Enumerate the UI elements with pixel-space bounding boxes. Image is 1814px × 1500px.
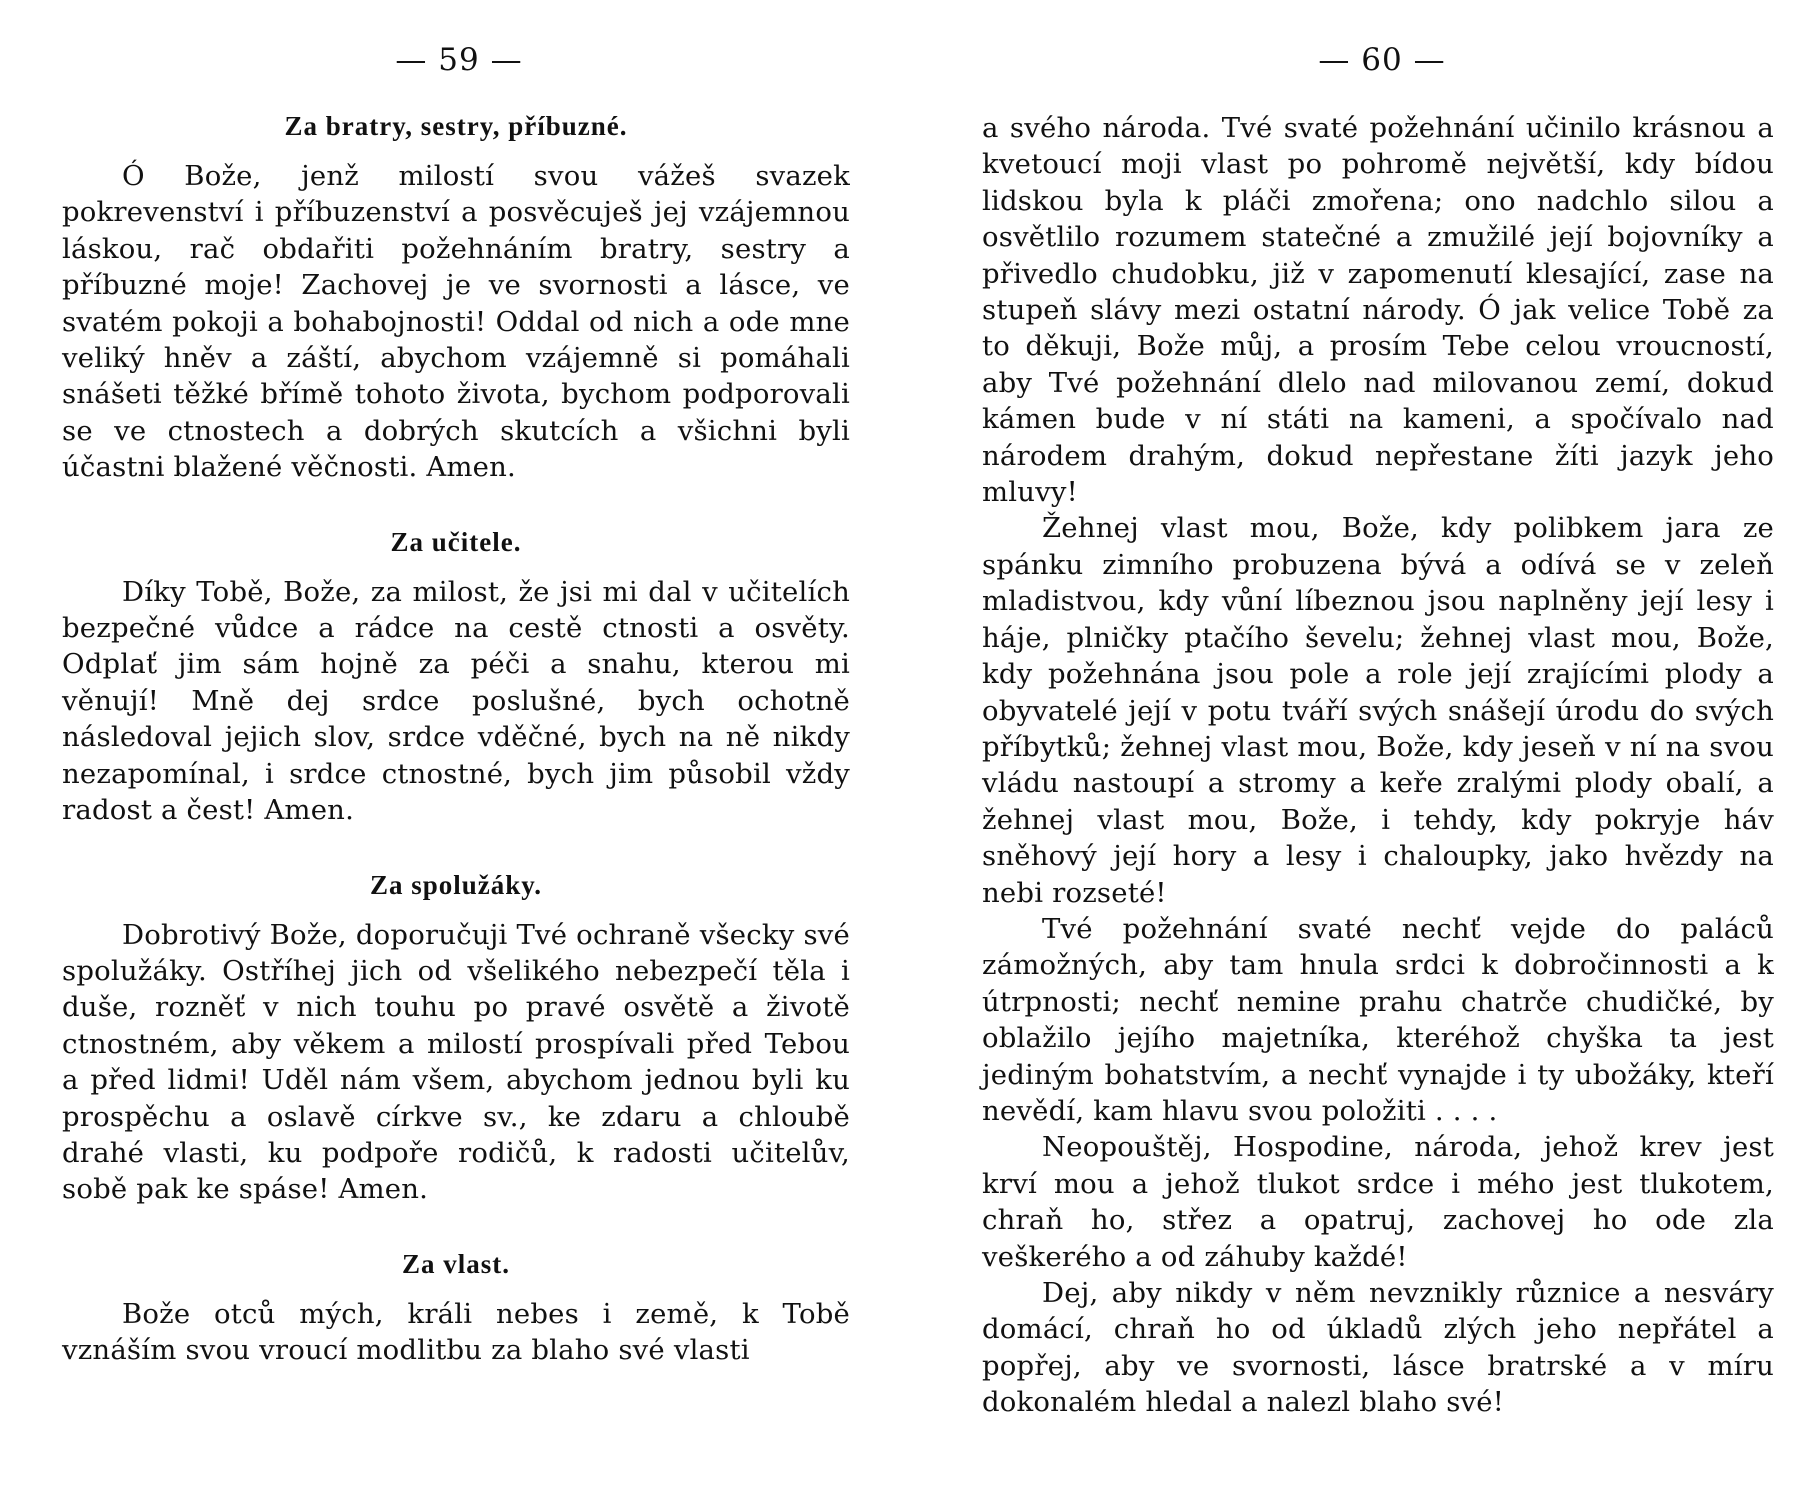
heading-za-spoluzaky: Za spolužáky. <box>369 869 543 900</box>
prayer-za-bratry: Ó Bože, jenž milostí svou vážeš svazek pokrevenství i příbuzenství a posvěcuješ jej vzájemnou láskou, rač obdařiti požehnáním bratry, sestry a příbuzné moje! Zachovej je ve svornosti a lásce, ve svatém pokoji a bohabojnosti! Oddal od nich a ode mne veliký hněv a záští, abychom vzájemně si pomáhali snášeti těžké břímě tohoto života, bychom podporovali se ve ctnostech a dobrých skutcích a všichni byli účastni blažené věčnosti. Amen. <box>62 160 850 484</box>
paragraph-tve-pozehnani: Tvé požehnání svaté nechť vejde do paláců zámožných, aby tam hnula srdci k dobročinnosti a k útrpnosti; nechť nemine prahu chatrče chudičké, by oblažilo jejího majetníka, kteréhož chyška ta jest jediným bohatstvím, a nechť vynajde i ty ubožáky, kteří nevědí, kam hlavu svou položiti . . . . <box>982 912 1774 1127</box>
prayer-za-vlast-continued: a svého národa. Tvé svaté požehnání učinilo krásnou a kvetoucí moji vlast po pohromě největší, kdy bídou lidskou byla k pláči zmořena; ono nadchlo silou a osvětlilo rozumem statečné a zmužilé její bojovníky a přivedlo chudobku, již v zapomenutí klesající, zase na stupeň slávy mezi ostatní národy. Ó jak velice Tobě za to děkuji, Bože můj, a prosím Tebe celou vroucností, aby Tvé požehnání dlelo nad milovanou zemí, dokud kámen bude v ní státi na kameni, a spočívalo nad národem drahým, dokud nepřestane žíti jazyk jeho mluvy! <box>982 112 1774 509</box>
paragraph-zehnej-vlast: Žehnej vlast mou, Bože, kdy polibkem jara ze spánku zimního probuzena bývá a odívá se v zeleň mladistvou, kdy vůní líbeznou jsou naplněny její lesy i háje, plničky ptačího ševelu; žehnej vlast mou, Bože, kdy požehnána jsou pole a role její zrajícími plody a obyvatelé její v potu tváří svých snášejí úrodu do svých příbytků; žehnej vlast mou, Bože, kdy jeseň v ní na svou vládu nastoupí a stromy a keře zralými plody obalí, a žehnej vlast mou, Bože, i tehdy, kdy pokryje háv sněhový její hory a lesy i chaloupky, jako hvězdy na nebi rozseté! <box>982 512 1774 909</box>
heading-za-ucitele: Za učitele. <box>390 526 522 557</box>
page-number-60: — 60 — <box>1318 42 1446 78</box>
paragraph-neopoustej: Neopouštěj, Hospodine, národa, jehož krev jest krví mou a jehož tlukot srdce i mého jest tlukotem, chraň ho, střez a opatruj, zachovej ho ode zla veškerého a od záhuby každé! <box>982 1131 1774 1273</box>
heading-za-bratry: Za bratry, sestry, příbuzné. <box>284 111 628 141</box>
left-page <box>62 40 850 1369</box>
prayer-za-ucitele: Díky Tobě, Bože, za milost, že jsi mi dal v učitelích bezpečné vůdce a rádce na cestě ctnosti a osvěty. Odplať jim sám hojně za péči a snahu, kterou mi věnují! Mně dej srdce poslušné, bych ochotně následoval jejich slov, srdce vděčné, bych na ně nikdy nezapomínal, i srdce ctnostné, bych jim působil vždy radost a čest! Amen. <box>62 575 850 827</box>
prayer-za-vlast-start: Bože otců mých, králi nebes i země, k Tobě vznáším svou vroucí modlitbu za blaho své vlasti <box>62 1297 850 1367</box>
right-page <box>982 40 1774 1421</box>
prayer-za-spoluzaky: Dobrotivý Bože, doporučuji Tvé ochraně všecky své spolužáky. Ostříhej jich od všelikého nebezpečí těla i duše, rozněť v nich touhu po pravé osvětě a životě ctnostném, aby věkem a milostí prospívali před Tebou a před lidmi! Uděl nám všem, abychom jednou byli ku prospěchu a oslavě církve sv., ke zdaru a chloubě drahé vlasti, ku podpoře rodičů, k radosti učitelův, sobě pak ke spáse! Amen. <box>62 918 850 1206</box>
heading-za-vlast: Za vlast. <box>401 1248 510 1279</box>
paragraph-dej-aby: Dej, aby nikdy v něm nevznikly různice a nesváry domácí, chraň ho od úkladů zlých jeho nepřátel a popřej, aby ve svornosti, lásce bratrské a v míru dokonalém hledal a nalezl blaho své! <box>982 1277 1774 1419</box>
page-number-59: — 59 — <box>395 42 523 78</box>
